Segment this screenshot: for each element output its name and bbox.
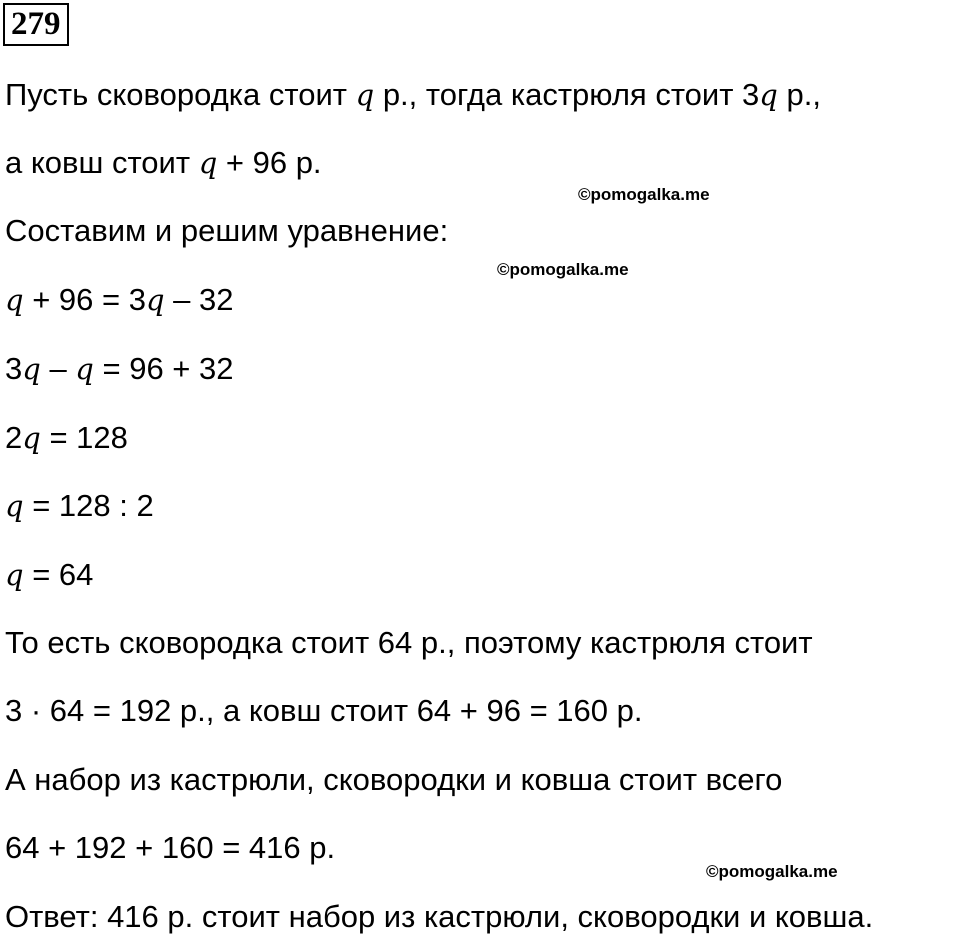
text: р., bbox=[777, 77, 821, 112]
watermark: ©pomogalka.me bbox=[706, 862, 838, 881]
line-10: 3 · 64 = 192 р., а ковш стоит 64 + 96 = 160 р. bbox=[5, 693, 643, 728]
equation-3 bbox=[5, 419, 128, 457]
text: = 128 : 2 bbox=[23, 488, 154, 523]
variable-q: q bbox=[5, 489, 24, 523]
equation-2 bbox=[5, 350, 234, 388]
text: + 96 р. bbox=[217, 145, 322, 180]
text: = 128 bbox=[40, 420, 128, 455]
line-9: То есть сковородка стоит 64 р., поэтому кастрюля стоит bbox=[5, 625, 813, 660]
text: + 96 = 3 bbox=[23, 282, 146, 317]
line-12: 64 + 192 + 160 = 416 р. bbox=[5, 830, 336, 865]
equation-1 bbox=[5, 281, 234, 319]
variable-q: q bbox=[75, 352, 94, 386]
text: – bbox=[40, 351, 76, 386]
variable-q: q bbox=[22, 352, 41, 386]
text: р., тогда кастрюля стоит 3 bbox=[374, 77, 760, 112]
equation-5 bbox=[5, 556, 93, 594]
variable-q: q bbox=[759, 78, 778, 112]
text: – 32 bbox=[164, 282, 234, 317]
text: Пусть сковородка стоит bbox=[5, 77, 356, 112]
variable-q: q bbox=[5, 558, 24, 592]
watermark: ©pomogalka.me bbox=[578, 185, 710, 204]
text: = 96 + 32 bbox=[93, 351, 234, 386]
variable-q: q bbox=[198, 146, 218, 180]
equation-4 bbox=[5, 487, 154, 525]
line-11: А набор из кастрюли, сковородки и ковша стоит всего bbox=[5, 762, 783, 797]
variable-q: q bbox=[5, 283, 24, 317]
variable-q: q bbox=[22, 421, 41, 455]
line-1 bbox=[5, 76, 821, 114]
line-3: Составим и решим уравнение: bbox=[5, 213, 449, 248]
problem-number: 279 bbox=[3, 3, 69, 46]
text: = 64 bbox=[23, 557, 94, 592]
variable-q: q bbox=[145, 283, 165, 317]
watermark: ©pomogalka.me bbox=[497, 260, 629, 279]
variable-q: q bbox=[355, 78, 375, 112]
answer-line: Ответ: 416 р. стоит набор из кастрюли, сковородки и ковша. bbox=[5, 899, 874, 934]
line-2 bbox=[5, 144, 322, 182]
text: а ковш стоит bbox=[5, 145, 199, 180]
text: 3 bbox=[5, 351, 23, 386]
text: 2 bbox=[5, 420, 23, 455]
